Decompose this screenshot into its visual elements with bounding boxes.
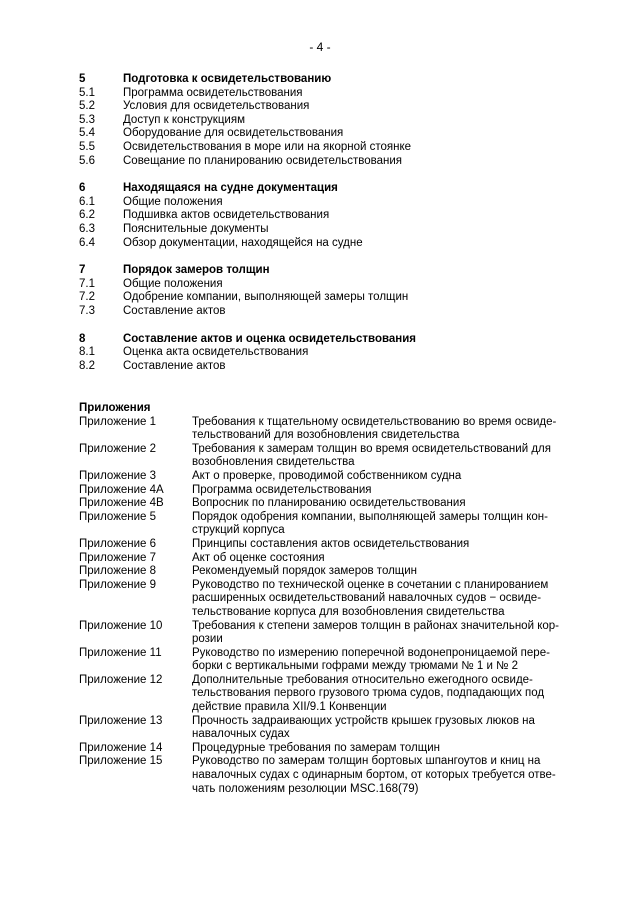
appendix-row: [79, 620, 569, 647]
section-heading: [79, 264, 579, 278]
appendix-row: [79, 538, 569, 552]
toc-section: [79, 333, 579, 374]
toc-item: [79, 278, 579, 292]
section-number: 6: [79, 182, 86, 195]
appendix-row: [79, 565, 569, 579]
toc-item: [79, 155, 579, 169]
section-number: 7: [79, 264, 86, 277]
toc-item: [79, 237, 579, 251]
appendix-text-line: Вопросник по планированию освидетельствования: [192, 497, 466, 510]
appendix-text: [192, 620, 569, 647]
toc-item: [79, 114, 579, 128]
appendix-text-line: Порядок одобрения компании, выполняющей замеры толщин кон-: [192, 510, 548, 523]
appendix-text: [192, 470, 569, 484]
toc-item: [79, 346, 579, 360]
toc-item-text: Общие положения: [123, 277, 223, 290]
appendix-text-line: Требования к тщательному освидетельствованию во время освиде-: [192, 415, 557, 428]
toc-item: [79, 223, 579, 237]
toc-item-text: Оборудование для освидетельствования: [123, 127, 344, 140]
appendix-text: [192, 538, 569, 552]
appendix-text-line: Рекомендуемый порядок замеров толщин: [192, 565, 418, 578]
toc-item-number: 6.1: [79, 195, 95, 208]
toc-item-number: 6.3: [79, 222, 95, 235]
toc-item-number: 5.1: [79, 86, 95, 99]
toc-item-number: 5.5: [79, 140, 95, 153]
appendix-text-line: Руководство по замерам толщин бортовых шпангоутов и книц на: [192, 755, 541, 768]
toc-item-text: Составление актов: [123, 359, 226, 372]
toc-item-number: 8.1: [79, 346, 95, 359]
appendix-text: [192, 674, 569, 715]
appendix-label: Приложение 15: [79, 755, 163, 768]
appendix-text-line: Акт об оценке состояния: [192, 551, 325, 564]
section-title: Порядок замеров толщин: [123, 264, 270, 277]
appendix-label: Приложение 3: [79, 469, 157, 482]
appendix-text-line: Принципы составления актов освидетельствования: [192, 537, 470, 550]
appendix-row: [79, 552, 569, 566]
toc-item-text: Составление актов: [123, 304, 226, 317]
section-title: Составление актов и оценка освидетельствования: [123, 332, 417, 345]
appendix-label: Приложение 9: [79, 578, 157, 591]
toc-item-text: Оценка акта освидетельствования: [123, 346, 309, 359]
toc-item-text: Доступ к конструкциям: [123, 113, 245, 126]
toc-item: [79, 196, 579, 210]
appendix-row: [79, 497, 569, 511]
appendix-text-line: Требования к степени замеров толщин в районах значительной кор-: [192, 619, 559, 632]
appendix-text: [192, 715, 569, 742]
toc-item-text: Условия для освидетельствования: [123, 100, 310, 113]
appendix-label: Приложение 5: [79, 510, 157, 523]
toc-item-text: Программа освидетельствования: [123, 86, 303, 99]
toc-item: [79, 209, 579, 223]
appendix-text-line: навалочных судах с одинарным бортом, от которых требуется отве-: [192, 769, 556, 782]
toc-item-number: 5.2: [79, 100, 95, 113]
section-heading: [79, 333, 579, 347]
toc-item-number: 8.2: [79, 359, 95, 372]
appendix-text: [192, 742, 569, 756]
appendix-label: Приложение 6: [79, 537, 157, 550]
toc-item-number: 7.3: [79, 304, 95, 317]
toc-section: [79, 264, 579, 318]
appendix-text-line: струкций корпуса: [192, 524, 285, 537]
appendix-text: [192, 755, 569, 796]
appendix-text: [192, 511, 569, 538]
appendix-text-line: действие правила XII/9.1 Конвенции: [192, 701, 387, 714]
toc-item: [79, 127, 579, 141]
appendix-text-line: розии: [192, 633, 223, 646]
toc-item-number: 5.6: [79, 154, 95, 167]
appendix-label: Приложение 13: [79, 714, 163, 727]
section-number: 5: [79, 73, 86, 85]
toc-item-text: Совещание по планированию освидетельствования: [123, 154, 403, 167]
appendix-text-line: борки с вертикальными гофрами между трюмами № 1 и № 2: [192, 660, 518, 673]
appendix-text-line: Прочность задраивающих устройств крышек грузовых люков на: [192, 714, 535, 727]
appendix-label: Приложение 12: [79, 673, 163, 686]
appendix-text-line: Программа освидетельствования: [192, 483, 372, 496]
appendix-text-line: Процедурные требования по замерам толщин: [192, 741, 440, 754]
appendix-row: [79, 742, 569, 756]
toc-item-text: Пояснительные документы: [123, 222, 269, 235]
appendix-row: [79, 755, 569, 796]
toc-item-text: Одобрение компании, выполняющей замеры толщин: [123, 291, 409, 304]
appendix-row: [79, 511, 569, 538]
appendix-row: [79, 715, 569, 742]
section-heading: [79, 182, 579, 196]
toc-item-text: Подшивка актов освидетельствования: [123, 209, 330, 222]
appendix-text: [192, 552, 569, 566]
toc-item-number: 5.3: [79, 113, 95, 126]
toc-item: [79, 291, 579, 305]
toc-item-number: 5.4: [79, 127, 95, 140]
appendix-text-line: навалочных судах: [192, 728, 290, 741]
appendix-text-line: возобновления свидетельства: [192, 456, 355, 469]
section-title: Подготовка к освидетельствованию: [123, 73, 332, 85]
appendix-row: [79, 416, 569, 443]
appendix-label: Приложение 11: [79, 646, 162, 659]
toc-item: [79, 360, 579, 374]
toc-section: [79, 73, 579, 168]
appendix-text: [192, 443, 569, 470]
toc-item: [79, 100, 579, 114]
appendix-row: [79, 674, 569, 715]
appendix-text: [192, 484, 569, 498]
toc-item-text: Обзор документации, находящейся на судне: [123, 236, 363, 249]
appendix-text-line: тельствования первого грузового трюма судов, подпадающих под: [192, 687, 545, 700]
appendix-row: [79, 647, 569, 674]
appendix-text-line: чать положениям резолюции MSC.168(79): [192, 782, 419, 795]
appendix-row: [79, 443, 569, 470]
appendix-text: [192, 647, 569, 674]
appendix-label: Приложение 7: [79, 551, 157, 564]
appendix-text-line: тельствование корпуса для возобновления свидетельства: [192, 605, 505, 618]
appendix-text-line: Дополнительные требования относительно ежегодного освиде-: [192, 673, 533, 686]
appendix-label: Приложение 10: [79, 619, 163, 632]
appendix-text-line: Требования к замерам толщин во время освидетельствований для: [192, 442, 551, 455]
appendix-row: [79, 579, 569, 620]
toc-item-text: Освидетельствования в море или на якорной стоянке: [123, 140, 412, 153]
appendix-label: Приложение 14: [79, 741, 163, 754]
appendix-label: Приложение 8: [79, 565, 157, 578]
page-number: - 4 -: [309, 40, 331, 54]
appendix-text-line: Руководство по технической оценке в сочетании с планированием: [192, 578, 549, 591]
toc-item: [79, 87, 579, 101]
toc-item: [79, 305, 579, 319]
appendix-text-line: тельствований для возобновления свидетельства: [192, 429, 460, 442]
appendix-text-line: Акт о проверке, проводимой собственником судна: [192, 469, 462, 482]
toc-item-number: 7.1: [79, 277, 95, 290]
appendix-label: Приложение 2: [79, 442, 157, 455]
toc-item-number: 6.4: [79, 236, 95, 249]
toc-item-number: 7.2: [79, 291, 95, 304]
appendix-row: [79, 470, 569, 484]
appendix-text-line: расширенных освидетельствований навалочных судов − освиде-: [192, 592, 542, 605]
table-of-contents: [79, 73, 579, 387]
appendices-list: [79, 402, 569, 796]
section-heading: [79, 73, 579, 87]
appendix-label: Приложение 1: [79, 415, 157, 428]
section-title: Находящаяся на судне документация: [123, 182, 338, 195]
toc-item: [79, 141, 579, 155]
appendix-row: [79, 484, 569, 498]
toc-section: [79, 182, 579, 250]
appendices-title: Приложения: [79, 402, 151, 414]
appendix-text: [192, 416, 569, 443]
appendix-label: Приложение 4В: [79, 497, 164, 510]
appendix-text: [192, 565, 569, 579]
appendix-text: [192, 497, 569, 511]
appendix-text-line: Руководство по измерению поперечной водонепроницаемой пере-: [192, 646, 550, 659]
section-number: 8: [79, 332, 86, 345]
appendix-text: [192, 579, 569, 620]
appendix-label: Приложение 4А: [79, 483, 164, 496]
toc-item-text: Общие положения: [123, 195, 223, 208]
toc-item-number: 6.2: [79, 209, 95, 222]
